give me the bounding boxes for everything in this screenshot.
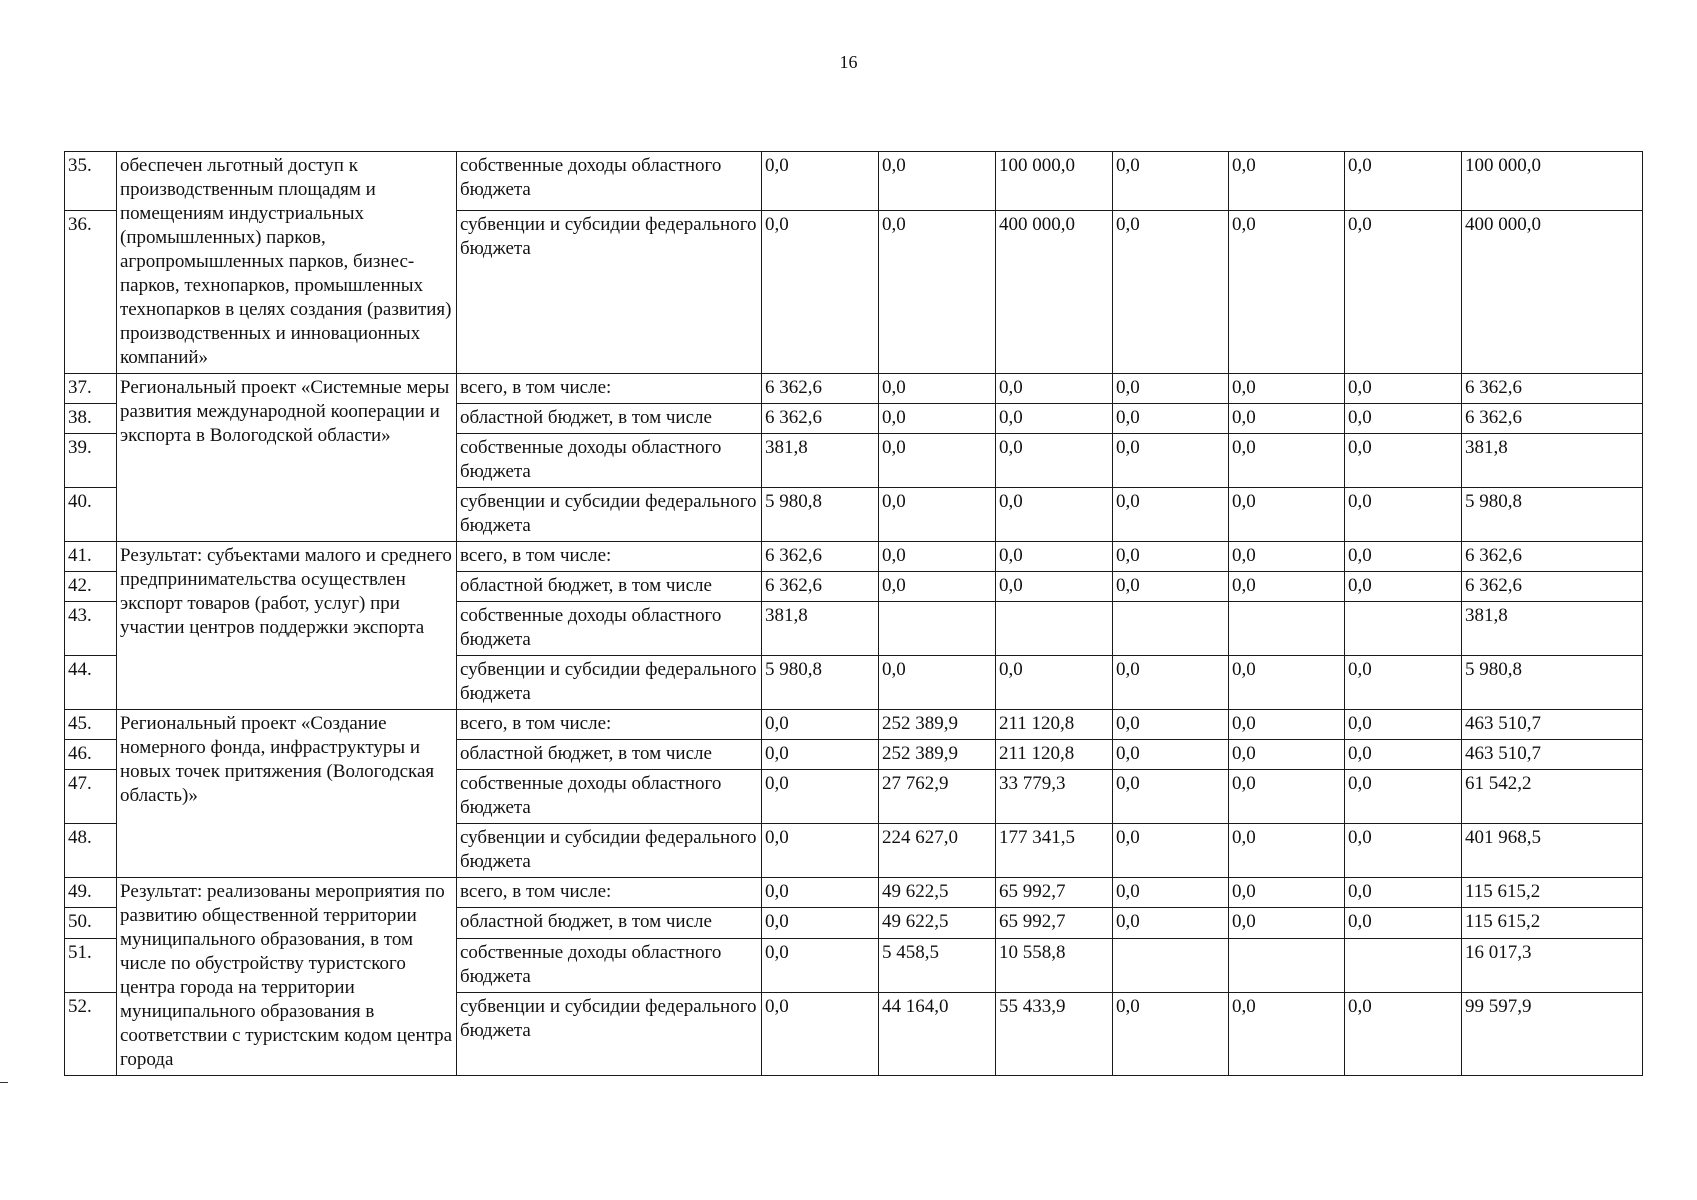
measure-description: обеспечен льготный доступ к производственным площадям и помещениям индустриальных (промышленных) парков, агропромышленных парков, бизнес-парков, технопарков, промышленных технопарков в целях создания (развития) производственных и инновационных компаний» — [117, 152, 457, 374]
value-cell: 0,0 — [1229, 878, 1345, 908]
value-cell: 0,0 — [1113, 374, 1229, 404]
value-cell — [1229, 938, 1345, 993]
value-cell: 100 000,0 — [996, 152, 1113, 211]
value-total: 400 000,0 — [1462, 210, 1643, 373]
value-cell: 252 389,9 — [879, 710, 996, 740]
value-cell: 0,0 — [762, 824, 879, 878]
budget-table-body — [65, 152, 1643, 1076]
value-cell: 0,0 — [762, 152, 879, 211]
value-cell: 6 362,6 — [762, 404, 879, 434]
row-number: 35. — [65, 152, 117, 211]
row-number: 46. — [65, 740, 117, 770]
value-cell: 0,0 — [762, 908, 879, 938]
value-cell: 0,0 — [1113, 404, 1229, 434]
funding-source: собственные доходы областного бюджета — [457, 938, 762, 993]
value-cell: 0,0 — [762, 210, 879, 373]
value-total: 6 362,6 — [1462, 572, 1643, 602]
value-cell: 5 458,5 — [879, 938, 996, 993]
value-cell — [1113, 938, 1229, 993]
value-cell: 6 362,6 — [762, 374, 879, 404]
funding-source: областной бюджет, в том числе — [457, 740, 762, 770]
value-cell: 0,0 — [1113, 542, 1229, 572]
value-total: 100 000,0 — [1462, 152, 1643, 211]
value-cell: 0,0 — [1113, 710, 1229, 740]
value-cell: 0,0 — [1345, 542, 1462, 572]
value-cell: 0,0 — [762, 770, 879, 824]
value-total: 115 615,2 — [1462, 878, 1643, 908]
value-total: 6 362,6 — [1462, 404, 1643, 434]
value-cell: 0,0 — [1229, 908, 1345, 938]
funding-source: собственные доходы областного бюджета — [457, 152, 762, 211]
value-total: 463 510,7 — [1462, 740, 1643, 770]
funding-source: областной бюджет, в том числе — [457, 404, 762, 434]
value-cell: 0,0 — [1345, 488, 1462, 542]
value-total: 115 615,2 — [1462, 908, 1643, 938]
value-total: 6 362,6 — [1462, 374, 1643, 404]
value-cell: 0,0 — [996, 404, 1113, 434]
value-cell: 0,0 — [1345, 210, 1462, 373]
row-number: 37. — [65, 374, 117, 404]
value-cell: 0,0 — [762, 938, 879, 993]
value-cell: 0,0 — [1229, 710, 1345, 740]
value-cell: 0,0 — [1229, 542, 1345, 572]
value-cell: 0,0 — [1229, 993, 1345, 1076]
value-cell: 0,0 — [1229, 656, 1345, 710]
value-cell: 0,0 — [1113, 656, 1229, 710]
value-cell: 0,0 — [1113, 740, 1229, 770]
value-cell: 0,0 — [1229, 152, 1345, 211]
value-cell: 224 627,0 — [879, 824, 996, 878]
value-cell: 0,0 — [1345, 824, 1462, 878]
value-cell: 0,0 — [996, 572, 1113, 602]
value-cell: 0,0 — [996, 656, 1113, 710]
row-number: 40. — [65, 488, 117, 542]
value-total: 5 980,8 — [1462, 656, 1643, 710]
value-total: 6 362,6 — [1462, 542, 1643, 572]
funding-source: областной бюджет, в том числе — [457, 908, 762, 938]
value-cell: 0,0 — [762, 878, 879, 908]
value-total: 16 017,3 — [1462, 938, 1643, 993]
value-cell: 0,0 — [1345, 878, 1462, 908]
row-number: 38. — [65, 404, 117, 434]
value-cell: 0,0 — [1229, 572, 1345, 602]
value-cell: 6 362,6 — [762, 572, 879, 602]
row-number: 51. — [65, 938, 117, 993]
value-cell: 65 992,7 — [996, 878, 1113, 908]
value-cell: 44 164,0 — [879, 993, 996, 1076]
value-cell: 0,0 — [1345, 656, 1462, 710]
value-cell: 0,0 — [996, 488, 1113, 542]
measure-description: Региональный проект «Системные меры развития международной кооперации и экспорта в Вологодской области» — [117, 374, 457, 542]
funding-source: областной бюджет, в том числе — [457, 572, 762, 602]
value-cell: 0,0 — [1113, 824, 1229, 878]
value-cell: 0,0 — [1229, 210, 1345, 373]
value-cell: 49 622,5 — [879, 878, 996, 908]
value-cell: 252 389,9 — [879, 740, 996, 770]
value-cell: 0,0 — [1113, 152, 1229, 211]
value-cell: 0,0 — [1345, 374, 1462, 404]
value-cell: 381,8 — [762, 434, 879, 488]
table-row — [65, 878, 1643, 908]
funding-source: субвенции и субсидии федерального бюджета — [457, 993, 762, 1076]
value-cell: 0,0 — [1229, 434, 1345, 488]
budget-table — [64, 151, 1643, 1076]
value-cell: 0,0 — [762, 740, 879, 770]
value-cell: 0,0 — [1229, 824, 1345, 878]
value-cell: 0,0 — [1113, 993, 1229, 1076]
value-cell: 0,0 — [1345, 908, 1462, 938]
value-cell: 0,0 — [1345, 770, 1462, 824]
value-total: 381,8 — [1462, 602, 1643, 656]
page-number: 16 — [839, 52, 858, 72]
row-number: 47. — [65, 770, 117, 824]
value-total: 381,8 — [1462, 434, 1643, 488]
value-cell: 65 992,7 — [996, 908, 1113, 938]
row-number: 48. — [65, 824, 117, 878]
row-number: 42. — [65, 572, 117, 602]
value-cell: 0,0 — [1113, 488, 1229, 542]
row-number: 36. — [65, 210, 117, 373]
funding-source: всего, в том числе: — [457, 878, 762, 908]
table-row — [65, 152, 1643, 211]
value-cell: 5 980,8 — [762, 656, 879, 710]
funding-source: всего, в том числе: — [457, 542, 762, 572]
funding-source: собственные доходы областного бюджета — [457, 434, 762, 488]
value-cell: 0,0 — [996, 542, 1113, 572]
value-cell: 0,0 — [1229, 374, 1345, 404]
funding-source: всего, в том числе: — [457, 710, 762, 740]
measure-description: Результат: субъектами малого и среднего предпринимательства осуществлен экспорт товаров (работ, услуг) при участии центров поддержки экспорта — [117, 542, 457, 710]
value-cell: 177 341,5 — [996, 824, 1113, 878]
value-cell: 0,0 — [1345, 572, 1462, 602]
value-cell: 400 000,0 — [996, 210, 1113, 373]
value-cell: 0,0 — [879, 542, 996, 572]
value-cell — [996, 602, 1113, 656]
row-number: 44. — [65, 656, 117, 710]
value-cell: 0,0 — [1113, 572, 1229, 602]
funding-source: всего, в том числе: — [457, 374, 762, 404]
value-total: 463 510,7 — [1462, 710, 1643, 740]
value-cell — [879, 602, 996, 656]
value-cell: 0,0 — [1229, 740, 1345, 770]
measure-description: Результат: реализованы мероприятия по развитию общественной территории муниципального образования, в том числе по обустройству туристского центра города на территории муниципального образования в соответствии с туристским кодом центра города — [117, 878, 457, 1076]
value-total: 401 968,5 — [1462, 824, 1643, 878]
value-cell: 211 120,8 — [996, 740, 1113, 770]
value-cell: 0,0 — [1113, 210, 1229, 373]
table-row — [65, 374, 1643, 404]
funding-source: собственные доходы областного бюджета — [457, 770, 762, 824]
value-cell — [1345, 938, 1462, 993]
value-cell: 0,0 — [879, 488, 996, 542]
row-number: 50. — [65, 908, 117, 938]
value-cell: 0,0 — [1345, 152, 1462, 211]
row-number: 45. — [65, 710, 117, 740]
funding-source: субвенции и субсидии федерального бюджета — [457, 488, 762, 542]
value-cell: 0,0 — [1229, 404, 1345, 434]
value-cell: 0,0 — [879, 152, 996, 211]
value-cell: 0,0 — [1345, 740, 1462, 770]
measure-description: Региональный проект «Создание номерного фонда, инфраструктуры и новых точек притяжения (Вологодская область)» — [117, 710, 457, 878]
value-cell: 0,0 — [879, 572, 996, 602]
value-cell: 0,0 — [879, 656, 996, 710]
value-cell: 0,0 — [762, 993, 879, 1076]
funding-source: субвенции и субсидии федерального бюджета — [457, 210, 762, 373]
margin-mark — [0, 1082, 8, 1083]
funding-source: субвенции и субсидии федерального бюджета — [457, 656, 762, 710]
value-cell: 211 120,8 — [996, 710, 1113, 740]
value-total: 5 980,8 — [1462, 488, 1643, 542]
value-cell: 0,0 — [1345, 404, 1462, 434]
value-cell: 0,0 — [1229, 488, 1345, 542]
value-cell: 0,0 — [1113, 908, 1229, 938]
value-total: 61 542,2 — [1462, 770, 1643, 824]
row-number: 43. — [65, 602, 117, 656]
value-cell: 33 779,3 — [996, 770, 1113, 824]
value-cell: 0,0 — [1229, 770, 1345, 824]
value-cell: 0,0 — [1113, 434, 1229, 488]
value-cell — [1345, 602, 1462, 656]
funding-source: субвенции и субсидии федерального бюджета — [457, 824, 762, 878]
value-cell: 0,0 — [879, 434, 996, 488]
value-cell: 0,0 — [879, 404, 996, 434]
row-number: 39. — [65, 434, 117, 488]
value-cell: 0,0 — [1345, 993, 1462, 1076]
value-cell: 0,0 — [1113, 878, 1229, 908]
funding-source: собственные доходы областного бюджета — [457, 602, 762, 656]
value-cell: 0,0 — [879, 374, 996, 404]
row-number: 41. — [65, 542, 117, 572]
table-row — [65, 710, 1643, 740]
value-cell: 27 762,9 — [879, 770, 996, 824]
value-cell: 10 558,8 — [996, 938, 1113, 993]
table-row — [65, 542, 1643, 572]
value-cell: 55 433,9 — [996, 993, 1113, 1076]
value-cell: 49 622,5 — [879, 908, 996, 938]
value-cell: 0,0 — [762, 710, 879, 740]
value-cell: 0,0 — [996, 434, 1113, 488]
row-number: 49. — [65, 878, 117, 908]
value-cell: 381,8 — [762, 602, 879, 656]
value-cell: 0,0 — [879, 210, 996, 373]
value-cell — [1229, 602, 1345, 656]
value-cell — [1113, 602, 1229, 656]
value-cell: 0,0 — [1345, 434, 1462, 488]
value-cell: 6 362,6 — [762, 542, 879, 572]
value-total: 99 597,9 — [1462, 993, 1643, 1076]
value-cell: 5 980,8 — [762, 488, 879, 542]
value-cell: 0,0 — [996, 374, 1113, 404]
value-cell: 0,0 — [1113, 770, 1229, 824]
value-cell: 0,0 — [1345, 710, 1462, 740]
row-number: 52. — [65, 993, 117, 1076]
